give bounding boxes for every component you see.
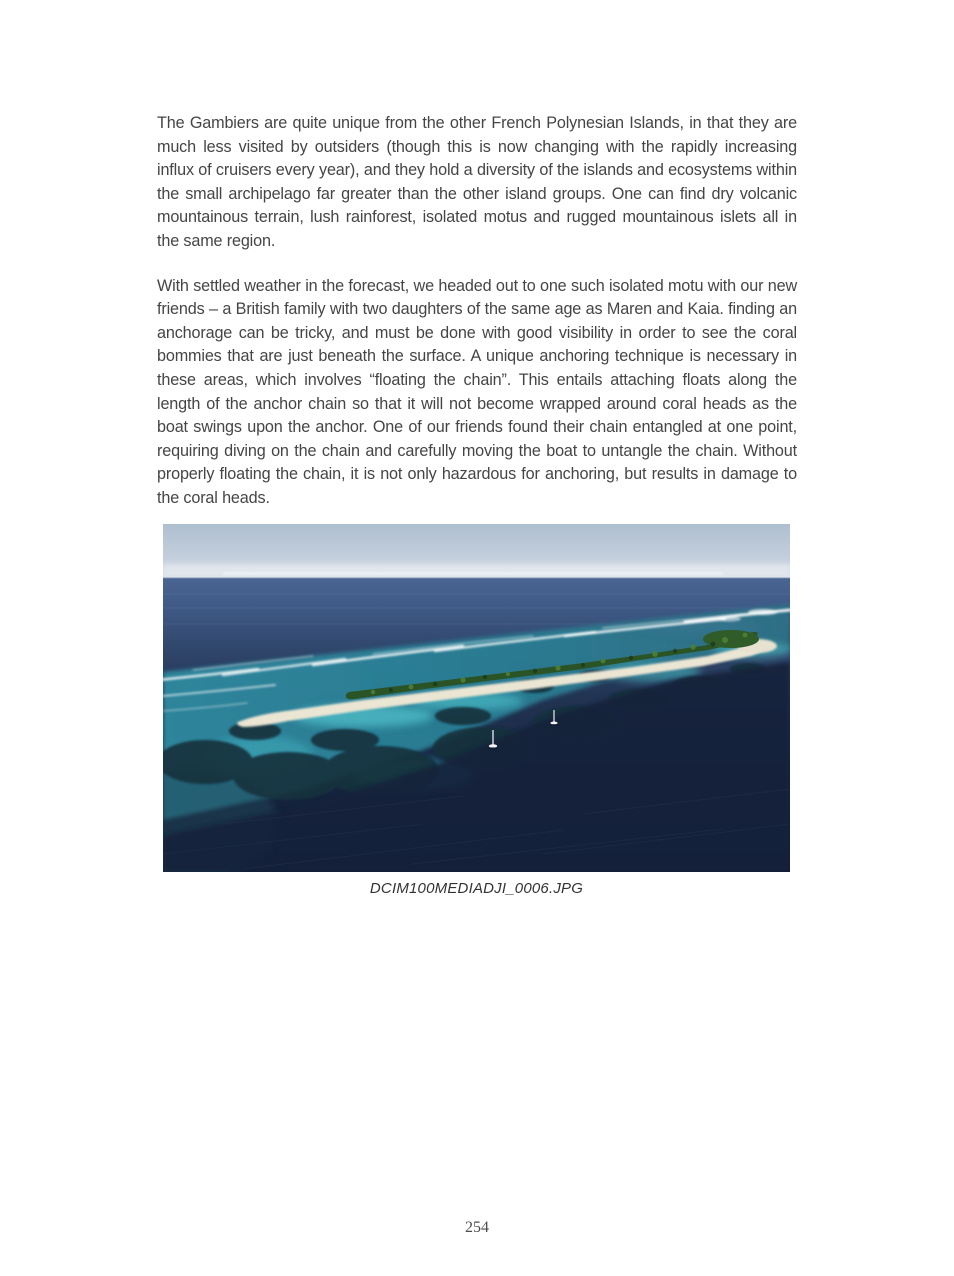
figure-caption: DCIM100MEDIADJI_0006.JPG [369,880,584,897]
figure [163,524,790,897]
paragraph-gambiers-intro: The Gambiers are quite unique from the other French Polynesian Islands, in that they are much less visited by outsiders (though this is now changing with the rapidly increasing influx of cruisers every year), and they hold a diversity of the islands and ecosystems within the small archipelago far greater than the other island groups. One can find dry volcanic mountainous terrain, lush rainforest, isolated motus and rugged mountainous islets all in the same region. [157,114,797,250]
aerial-island-photo [163,524,790,872]
photo-sky [163,524,790,580]
article-text [157,112,797,532]
page-number: 254 [465,1219,489,1236]
paragraph-anchoring: With settled weather in the forecast, we headed out to one such isolated motu with our new friends – a British family with two daughters of the same age as Maren and Kaia. finding an anchorage can be tricky, and must be done with good visibility in order to see the coral bommies that are just beneath the surface. A unique anchoring technique is necessary in these areas, which involves “floating the chain”. This entails attaching floats along the length of the anchor chain so that it will not become wrapped around coral heads as the boat swings upon the anchor. One of our friends found their chain entangled at one point, requiring diving on the chain and carefully moving the boat to untangle the chain. Without properly floating the chain, it is not only hazardous for anchoring, but results in damage to the coral heads. [157,276,797,507]
